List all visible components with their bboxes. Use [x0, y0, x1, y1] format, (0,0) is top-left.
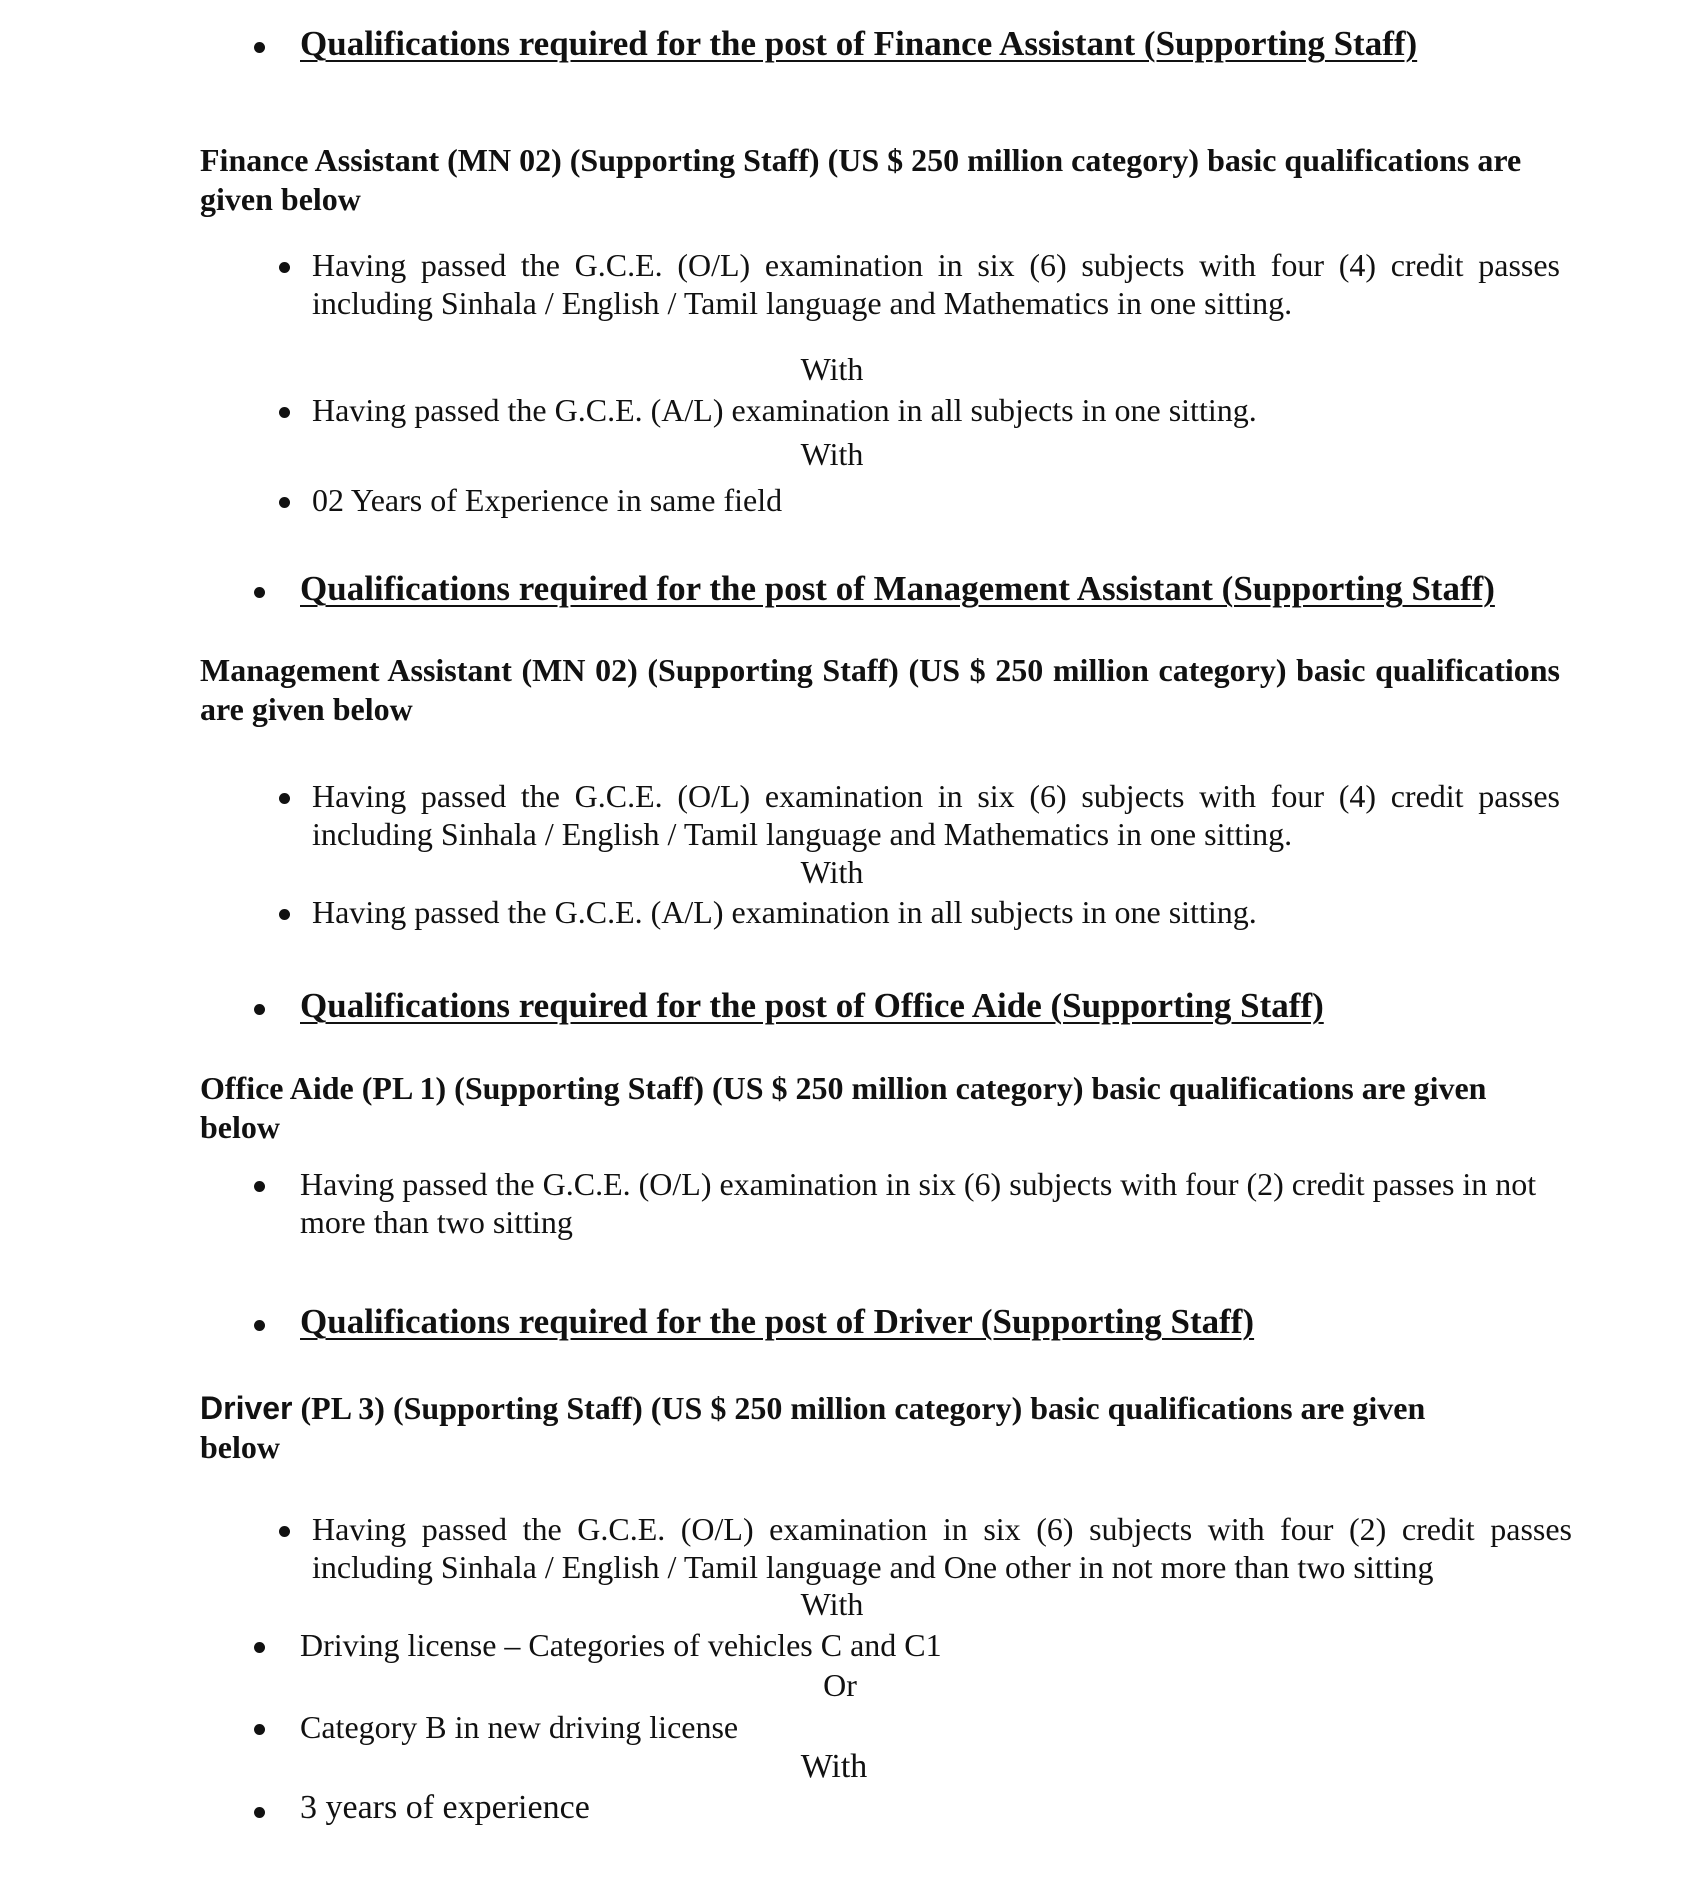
list-item: Driving license – Categories of vehicles C and C1 — [300, 1627, 942, 1663]
bullet-icon — [254, 587, 265, 598]
list-item: Having passed the G.C.E. (O/L) examination in six (6) subjects with four (4) credit passes including Sinhala / English / Tamil language and Mathematics in one sitting. — [312, 778, 1560, 852]
bullet-icon — [279, 262, 290, 273]
list-item: Having passed the G.C.E. (A/L) examination in all subjects in one sitting. — [312, 894, 1257, 930]
bullet-icon — [254, 1642, 265, 1653]
list-item: Having passed the G.C.E. (O/L) examination in six (6) subjects with four (4) credit passes including Sinhala / English / Tamil language and Mathematics in one sitting. — [312, 247, 1560, 321]
intro-rest: (PL 3) (Supporting Staff) (US $ 250 million category) basic qualifications are given below — [200, 1390, 1426, 1465]
section-intro-driver — [200, 1389, 1500, 1467]
bullet-icon — [254, 1181, 265, 1192]
section-intro-office-aide: Office Aide (PL 1) (Supporting Staff) (US $ 250 million category) basic qualifications are given below — [200, 1070, 1487, 1145]
bullet-icon — [279, 1526, 290, 1537]
list-item: Having passed the G.C.E. (O/L) examination in six (6) subjects with four (2) credit passes including Sinhala / English / Tamil language and One other in not more than two sitting — [312, 1511, 1572, 1585]
list-item: Having passed the G.C.E. (O/L) examination in six (6) subjects with four (2) credit passes in not more than two sitting — [300, 1166, 1537, 1240]
list-item: Category B in new driving license — [300, 1709, 739, 1745]
bullet-icon — [279, 407, 290, 418]
bullet-icon — [279, 793, 290, 804]
bullet-icon — [279, 909, 290, 920]
connector-text: With — [800, 1586, 864, 1622]
section-heading-management-assistant: Qualifications required for the post of Management Assistant (Supporting Staff) — [300, 569, 1495, 608]
bullet-icon — [254, 1004, 265, 1015]
section-heading-driver: Qualifications required for the post of Driver (Supporting Staff) — [300, 1302, 1255, 1341]
bullet-icon — [254, 1724, 265, 1735]
bullet-icon — [254, 42, 265, 53]
section-heading-finance-assistant: Qualifications required for the post of Finance Assistant (Supporting Staff) — [300, 24, 1418, 63]
list-item: 3 years of experience — [300, 1789, 590, 1826]
intro-lead: Driver — [200, 1390, 293, 1426]
connector-text: With — [800, 436, 864, 472]
connector-text: With — [800, 351, 864, 387]
connector-text: With — [800, 1748, 868, 1785]
section-intro-finance-assistant: Finance Assistant (MN 02) (Supporting Staff) (US $ 250 million category) basic qualifications are given below — [200, 142, 1522, 217]
list-item: Having passed the G.C.E. (A/L) examination in all subjects in one sitting. — [312, 392, 1257, 428]
bullet-icon — [279, 497, 290, 508]
bullet-icon — [254, 1807, 265, 1818]
section-intro-management-assistant: Management Assistant (MN 02) (Supporting Staff) (US $ 250 million category) basic qualifications are given below — [200, 652, 1560, 727]
connector-text: Or — [823, 1667, 857, 1703]
section-heading-office-aide: Qualifications required for the post of Office Aide (Supporting Staff) — [300, 986, 1324, 1025]
connector-text: With — [800, 854, 864, 890]
bullet-icon — [254, 1320, 265, 1331]
list-item: 02 Years of Experience in same field — [312, 482, 783, 518]
